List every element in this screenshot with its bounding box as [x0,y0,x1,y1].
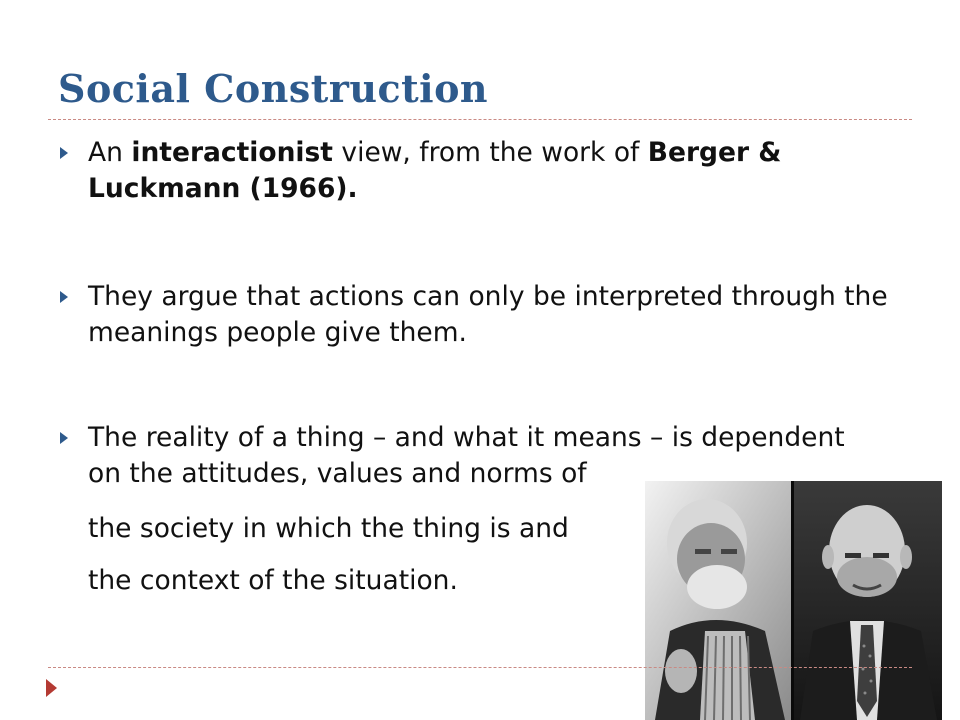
authors-photo [645,481,942,720]
bullet-1-text [88,135,898,207]
footer-arrow-icon [46,679,57,697]
bullet-arrow-icon [60,432,68,444]
bullet-1-bold-interactionist: interactionist [131,137,333,168]
title-divider [48,119,912,120]
bullet-1-pre: An [88,137,132,168]
footer-divider [48,667,912,668]
bullet-3-line-3: the society in which the thing is and [88,513,569,544]
bullet-arrow-icon [60,147,68,159]
bullet-1-bold-authors: Berger & Luckmann (1966). [88,137,782,204]
bullet-3-line-1: The reality of a thing – and what it means – is dependent [88,422,845,453]
bullet-3-line-2: on the attitudes, values and norms of [88,458,587,489]
bullet-1-mid: view, from the work of [332,137,648,168]
bullet-3-line-4: the context of the situation. [88,565,458,596]
bullet-2-text: They argue that actions can only be interpreted through the meanings people give them. [88,281,888,348]
slide-title: Social Construction [58,66,489,111]
bullet-arrow-icon [60,291,68,303]
